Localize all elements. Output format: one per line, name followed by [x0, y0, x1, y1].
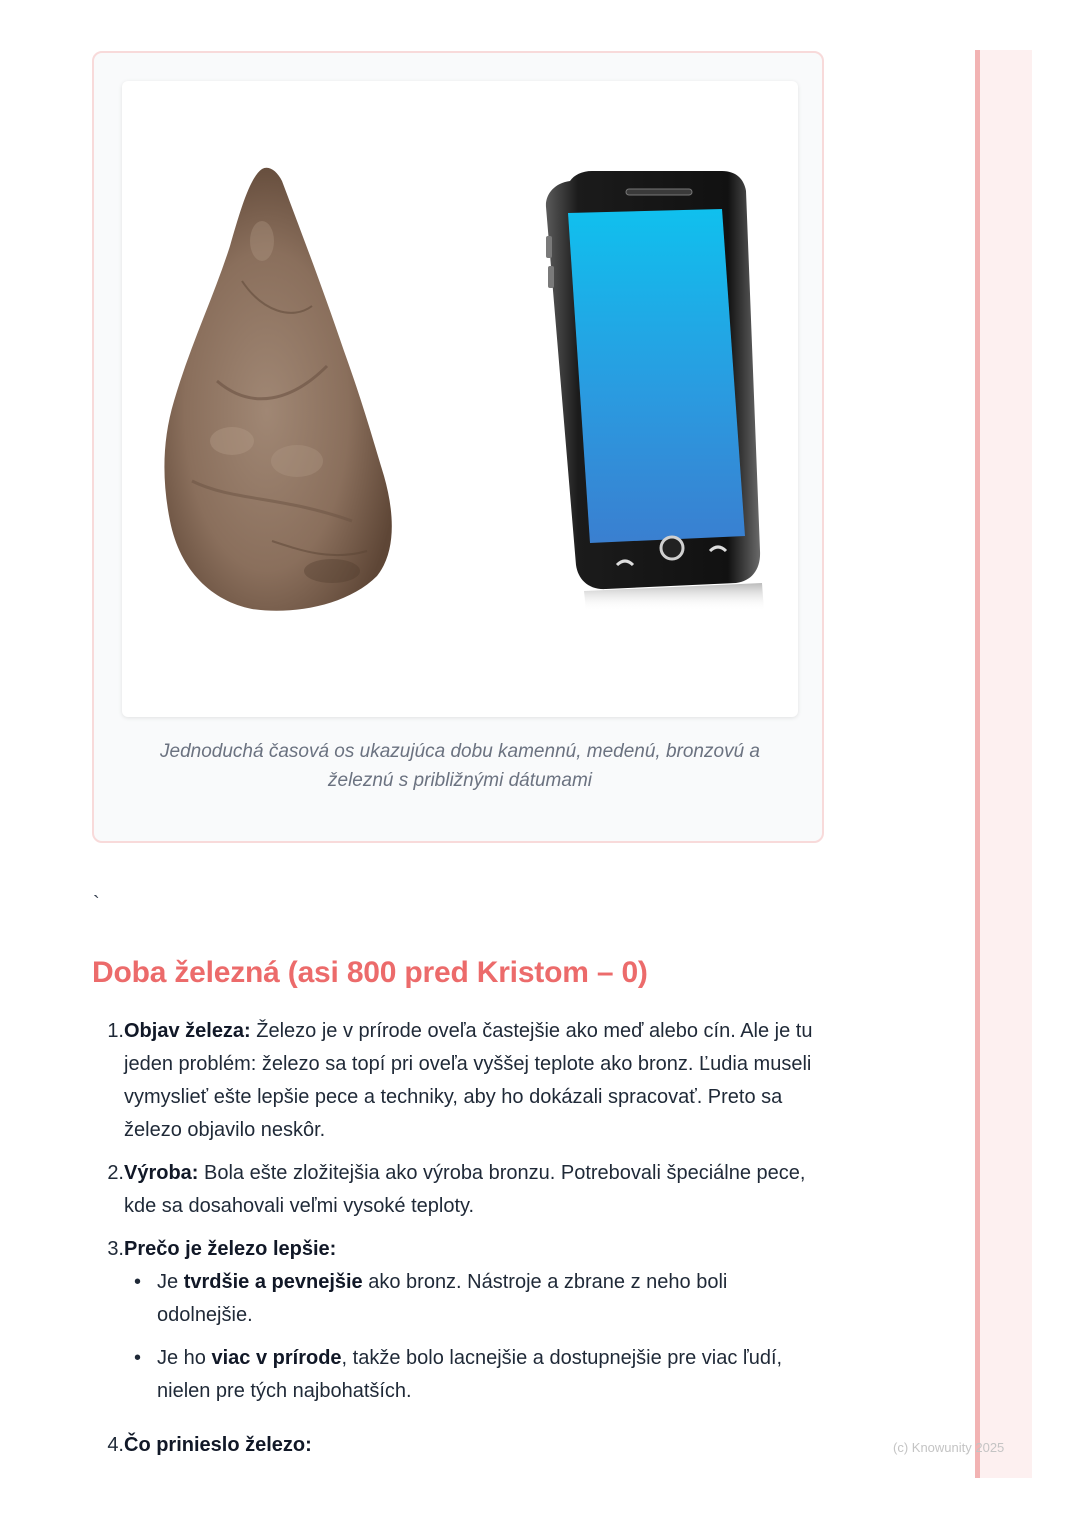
- bullet-dot: •: [134, 1271, 142, 1293]
- bullet-text: Je tvrdšie a pevnejšie ako bronz. Nástroje a zbrane z neho boli odolnejšie.: [157, 1271, 728, 1326]
- list-text: [124, 1015, 814, 1147]
- list-label: Objav železa:: [124, 1020, 251, 1042]
- figure-image: [122, 81, 798, 717]
- smartphone: [546, 171, 764, 611]
- figure-illustration: [122, 81, 798, 717]
- list-text: [124, 1157, 814, 1223]
- sidebar-strip: [975, 50, 1032, 1478]
- list-body: Železo je v prírode oveľa častejšie ako meď alebo cín. Ale je tu jeden problém: železo sa topí pri oveľa vyššej teplote ako bronz. Ľudia museli vymyslieť ešte lepšie pece a techniky, aby ho dokázali spracovať. Preto sa železo objavilo neskôr.: [124, 1020, 813, 1141]
- list-text: [124, 1429, 814, 1462]
- list-text: [124, 1233, 814, 1266]
- stray-backtick: `: [93, 893, 100, 915]
- section-heading: Doba železná (asi 800 pred Kristom – 0): [92, 956, 648, 989]
- list-label: Prečo je železo lepšie:: [124, 1238, 337, 1260]
- figure-caption: Jednoduchá časová os ukazujúca dobu kamennú, medenú, bronzovú a železnú s približnými dátumami: [160, 741, 760, 791]
- watermark: (c) Knowunity 2025: [893, 1440, 1005, 1455]
- figure-card: [92, 51, 824, 843]
- list-number: 3.: [107, 1238, 124, 1260]
- list-number: 2.: [107, 1162, 124, 1184]
- bullet-text: Je ho viac v prírode, takže bolo lacnejšie a dostupnejšie pre viac ľudí, nielen pre tých najbohatších.: [157, 1347, 783, 1402]
- stone-hand-axe: [164, 168, 391, 611]
- list-number: 1.: [107, 1020, 124, 1042]
- list-body: Bola ešte zložitejšia ako výroba bronzu. Potrebovali špeciálne pece, kde sa dosahovali veľmi vysoké teploty.: [124, 1162, 806, 1217]
- list-label: Čo prinieslo železo:: [124, 1434, 312, 1456]
- list-label: Výroba:: [124, 1162, 199, 1184]
- bullet-dot: •: [134, 1347, 142, 1369]
- list-number: 4.: [107, 1434, 124, 1456]
- sidebar-accent-line: [975, 50, 980, 1478]
